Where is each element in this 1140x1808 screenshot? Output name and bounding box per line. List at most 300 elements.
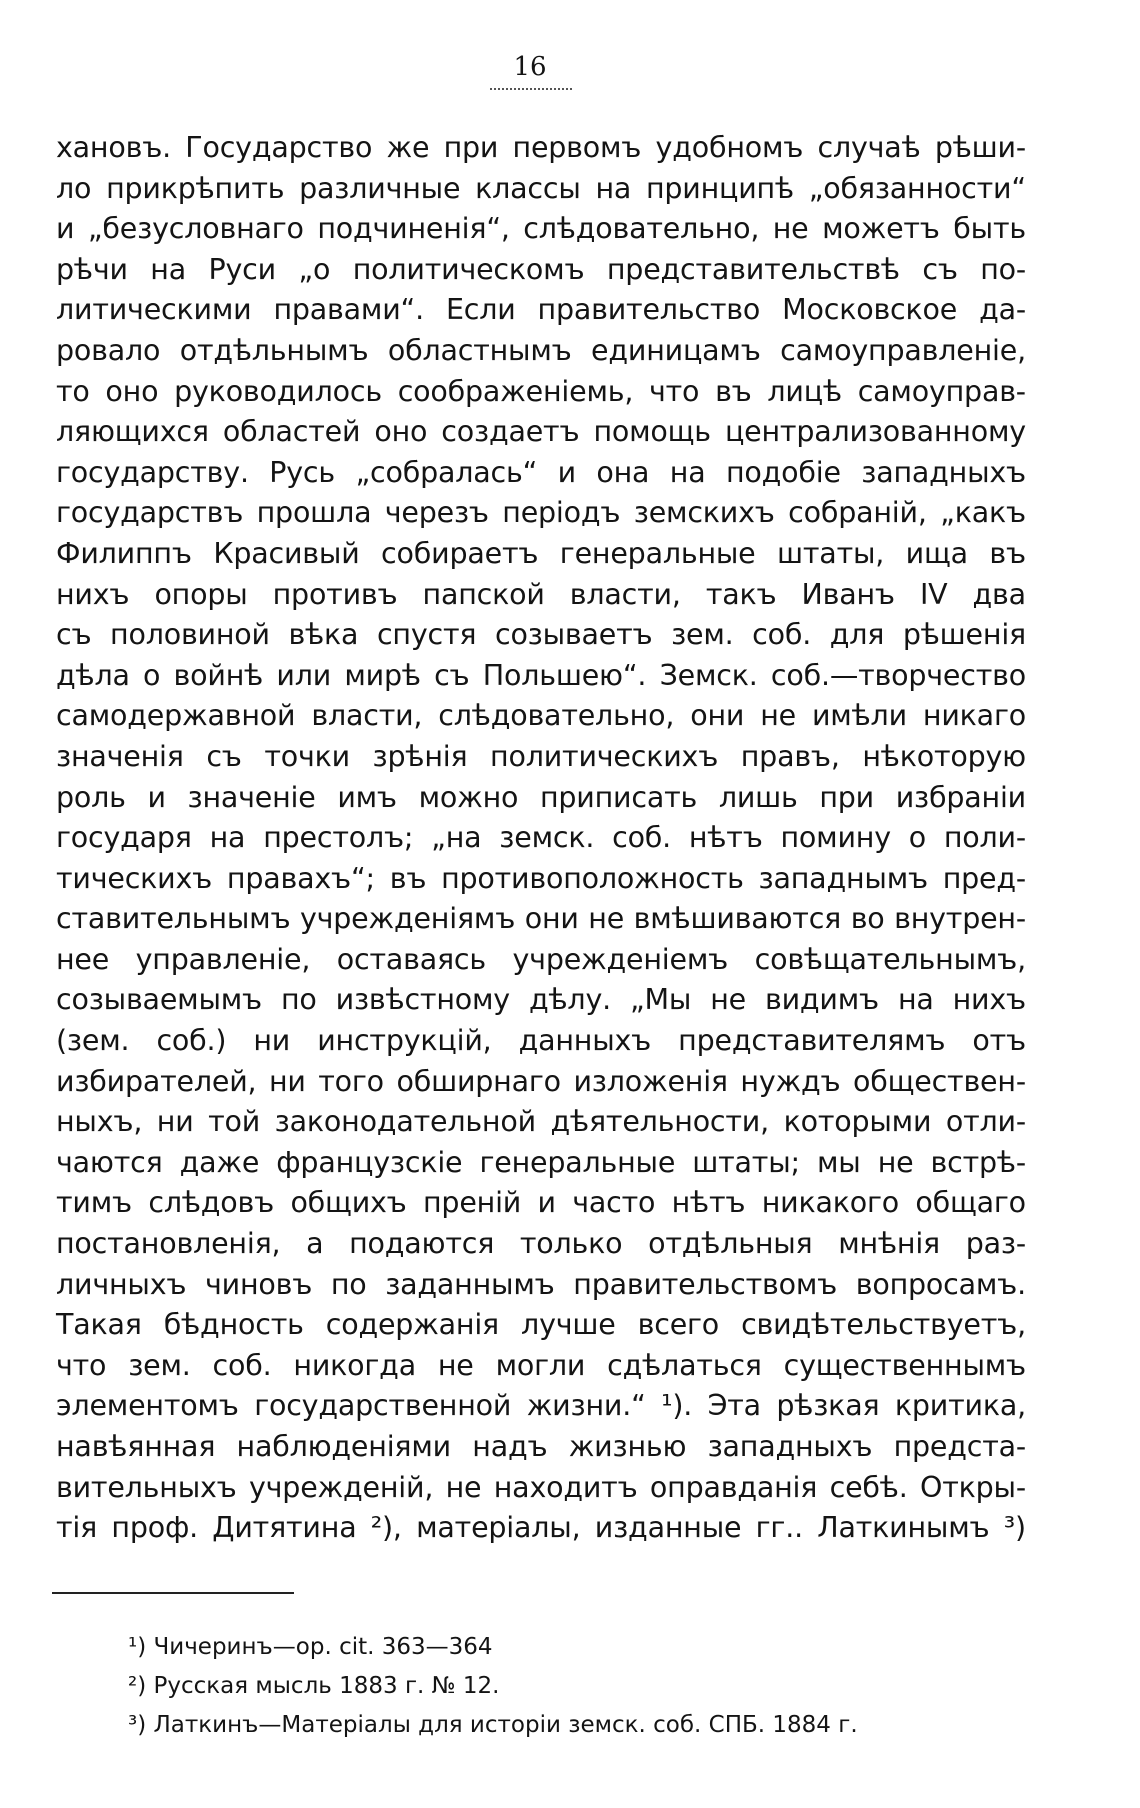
text-line: [56, 899, 1026, 940]
word: только: [519, 1227, 623, 1261]
word: подаются: [349, 1227, 495, 1261]
word: ни: [253, 1024, 291, 1058]
word: мы: [817, 1145, 861, 1179]
text-line: [56, 656, 1026, 697]
word: никогда: [293, 1348, 416, 1382]
word: никакого: [761, 1186, 900, 1220]
word: мнѣнія: [838, 1227, 940, 1261]
word: вѣка: [288, 618, 359, 652]
word: хановъ.: [56, 131, 171, 164]
word: земск.: [499, 821, 595, 855]
word: „о: [298, 252, 331, 286]
text-line: [56, 575, 1026, 616]
word: не: [588, 902, 625, 936]
word: ныхъ,: [56, 1105, 143, 1139]
text-line: [56, 412, 1026, 453]
word: государству.: [56, 455, 249, 489]
word: даже: [179, 1145, 260, 1179]
word: проф.: [111, 1511, 198, 1545]
word: самодержавной: [56, 699, 296, 733]
word: роль: [56, 780, 126, 814]
word: опоры: [154, 577, 248, 611]
word: изданные: [594, 1511, 742, 1545]
word: гг..: [755, 1511, 803, 1545]
word: никаго: [922, 699, 1026, 733]
text-line: [56, 940, 1026, 981]
word: удобномъ: [655, 131, 804, 164]
text-line: [56, 372, 1026, 413]
word: помину: [780, 821, 891, 855]
word: они: [524, 902, 579, 936]
word: дѣла: [56, 658, 130, 692]
word: вительныхъ: [56, 1470, 237, 1504]
word: власти,: [569, 577, 681, 611]
word: слѣдовъ: [148, 1186, 275, 1220]
word: для: [829, 618, 885, 652]
word: созываемымъ: [56, 983, 262, 1017]
word: можетъ: [822, 212, 940, 246]
word: французскіе: [276, 1145, 463, 1179]
word: или: [276, 658, 332, 692]
word: собраній,: [788, 496, 927, 530]
word: содержанія: [325, 1308, 500, 1342]
word: ¹).: [661, 1389, 693, 1423]
word: рѣши-: [934, 131, 1026, 164]
word: соображеніемь,: [397, 374, 634, 408]
footnote: ³) Латкинъ—Матеріалы для исторіи земск. соб. СПБ. 1884 г.: [128, 1712, 858, 1738]
word: „безусловнаго: [87, 212, 304, 246]
word: на: [897, 983, 934, 1017]
text-line: [56, 1021, 1026, 1062]
word: Московское: [782, 293, 958, 327]
word: соб.): [156, 1024, 227, 1058]
word: и: [537, 1186, 556, 1220]
word: ³): [1003, 1511, 1026, 1545]
word: въ: [715, 374, 752, 408]
word: Откры-: [920, 1470, 1026, 1504]
word: политическихъ: [490, 739, 719, 773]
word: „собралась“: [355, 455, 538, 489]
word: подобіе: [725, 455, 841, 489]
word: различные: [299, 171, 461, 205]
word: рѣзкая: [776, 1389, 880, 1423]
word: что: [649, 374, 700, 408]
word: пред-: [942, 861, 1026, 895]
page-number-underline: [490, 88, 572, 90]
word: прикрѣпить: [106, 171, 285, 205]
word: земскихъ: [633, 496, 775, 530]
word: Русь: [269, 455, 335, 489]
word: два: [972, 577, 1026, 611]
word: оставаясь: [336, 942, 486, 976]
word: слѣдовательно,: [523, 212, 760, 246]
word: встрѣ-: [930, 1145, 1026, 1179]
word: же: [386, 131, 430, 164]
word: она: [596, 455, 650, 489]
word: во: [850, 902, 885, 936]
word: при: [443, 131, 499, 164]
word: которыми: [783, 1105, 932, 1139]
word: Иванъ: [801, 577, 895, 611]
word: и: [557, 455, 576, 489]
word: отли-: [945, 1105, 1026, 1139]
word: законодательной: [274, 1105, 536, 1139]
word: нѣтъ: [671, 1186, 746, 1220]
word: учрежденій,: [249, 1470, 434, 1504]
word: отдѣльныя: [648, 1227, 813, 1261]
word: имѣли: [811, 699, 907, 733]
word: не: [710, 983, 746, 1017]
word: общаго: [915, 1186, 1026, 1220]
word: о: [908, 821, 927, 855]
word: первомъ: [512, 131, 642, 164]
text-line: [56, 1224, 1026, 1265]
word: собираетъ: [381, 536, 539, 570]
word: не: [445, 1470, 482, 1504]
word: Если: [445, 293, 516, 327]
word: случаѣ: [817, 131, 921, 164]
word: создаетъ: [441, 415, 580, 449]
word: чиновъ: [205, 1267, 313, 1301]
word: черезъ: [384, 496, 489, 530]
word: дѣлу.: [528, 983, 611, 1017]
word: ища: [905, 536, 968, 570]
word: всего: [637, 1308, 720, 1342]
word: заданнымъ: [385, 1267, 555, 1301]
word: вмѣшиваются: [633, 902, 842, 936]
word: Красивый: [213, 536, 360, 570]
word: предста-: [893, 1430, 1026, 1463]
word: Такая: [56, 1308, 142, 1342]
word: по: [330, 1267, 367, 1301]
word: рѣшенія: [902, 618, 1026, 652]
text-line: [56, 1183, 1026, 1224]
word: ляющихся: [56, 415, 209, 449]
word: правахъ“;: [226, 861, 375, 895]
word: періодъ: [502, 496, 621, 530]
word: тическихъ: [56, 861, 213, 895]
word: на: [595, 171, 632, 205]
word: государя: [56, 821, 192, 855]
text-line: [56, 1062, 1026, 1103]
text-line: [56, 1102, 1026, 1143]
word: областей: [222, 415, 361, 449]
word: отдѣльнымъ: [179, 333, 369, 367]
word: помощь: [593, 415, 711, 449]
word: нихъ: [952, 983, 1026, 1017]
word: Латкинымъ: [817, 1511, 990, 1545]
word: западныхъ: [707, 1430, 873, 1463]
word: (зем.: [56, 1024, 130, 1058]
word: нуждъ: [740, 1064, 841, 1098]
word: и: [56, 212, 75, 246]
word: избирателей,: [56, 1064, 257, 1098]
word: быть: [953, 212, 1026, 246]
word: имъ: [337, 780, 397, 814]
word: матеріалы,: [416, 1511, 581, 1545]
word: элементомъ: [56, 1389, 239, 1423]
footnote: ¹) Чичеринъ—op. cit. 363—364: [128, 1634, 493, 1660]
word: западнымъ: [758, 861, 928, 895]
word: власти,: [311, 699, 423, 733]
word: ²),: [370, 1511, 402, 1545]
body-text: [56, 128, 1026, 1549]
word: Польшею“.: [482, 658, 647, 692]
word: навѣянная: [56, 1430, 216, 1463]
word: учрежденіемъ: [512, 942, 729, 976]
word: изложенія: [573, 1064, 728, 1098]
word: нихъ: [56, 577, 130, 611]
word: Руси: [208, 252, 276, 286]
word: тія: [56, 1511, 98, 1545]
text-line: [56, 615, 1026, 656]
text-line: [56, 1305, 1026, 1346]
word: соб.: [752, 618, 812, 652]
word: на: [150, 252, 186, 286]
word: учрежденіямъ: [299, 902, 516, 936]
word: надъ: [472, 1430, 548, 1463]
word: а: [306, 1227, 324, 1261]
word: бѣдность: [163, 1308, 304, 1342]
word: жизни.“: [526, 1389, 646, 1423]
word: наблюденіями: [236, 1430, 451, 1463]
word: престолъ;: [263, 821, 414, 855]
word: ни: [156, 1105, 194, 1139]
word: представительствѣ: [606, 252, 900, 286]
word: зем.: [671, 618, 734, 652]
word: принципѣ: [645, 171, 794, 205]
word: они: [690, 699, 745, 733]
word: „на: [431, 821, 482, 855]
word: съ: [56, 618, 92, 652]
word: литическими: [56, 293, 252, 327]
word: спустя: [376, 618, 477, 652]
word: извѣстному: [335, 983, 510, 1017]
word: областнымъ: [387, 333, 572, 367]
text-line: [56, 453, 1026, 494]
word: чаются: [56, 1145, 163, 1179]
word: противоположность: [441, 861, 744, 895]
word: свидѣтельствуетъ,: [741, 1308, 1026, 1342]
word: зрѣнія: [372, 739, 468, 773]
word: нее: [56, 942, 110, 976]
word: штаты,: [777, 536, 885, 570]
word: штаты;: [692, 1145, 800, 1179]
text-line: [56, 1468, 1026, 1509]
word: отъ: [972, 1024, 1026, 1058]
word: обществен-: [853, 1064, 1026, 1098]
word: что: [56, 1348, 107, 1382]
word: папской: [422, 577, 545, 611]
word: критика,: [894, 1389, 1026, 1423]
word: IV: [919, 577, 948, 611]
word: могли: [495, 1348, 586, 1382]
word: и: [147, 780, 166, 814]
word: правительство: [537, 293, 761, 327]
word: лицѣ: [767, 374, 842, 408]
text-line: [56, 1143, 1026, 1184]
word: существеннымъ: [783, 1348, 1026, 1382]
word: того: [318, 1064, 384, 1098]
word: такъ: [705, 577, 777, 611]
text-line: [56, 818, 1026, 859]
word: по: [280, 983, 317, 1017]
word: избраніи: [895, 780, 1026, 814]
word: самоуправленіе,: [780, 333, 1026, 367]
word: о: [143, 658, 161, 692]
word: Эта: [707, 1389, 761, 1423]
text-line: [56, 696, 1026, 737]
word: не: [772, 212, 809, 246]
word: соб.: [212, 1348, 272, 1382]
word: можно: [418, 780, 519, 814]
word: управленіе,: [135, 942, 311, 976]
text-line: [56, 1386, 1026, 1427]
word: на: [209, 821, 246, 855]
footnote-separator: [52, 1592, 294, 1594]
word: точки: [264, 739, 350, 773]
word: дѣятельности,: [550, 1105, 769, 1139]
word: себѣ.: [829, 1470, 908, 1504]
word: генеральные: [559, 536, 756, 570]
word: ровало: [56, 333, 161, 367]
word: „Мы: [629, 983, 692, 1017]
word: государственной: [254, 1389, 512, 1423]
word: раз-: [965, 1227, 1026, 1261]
word: руководилось: [174, 374, 382, 408]
text-line: [56, 128, 1026, 169]
text-line: [56, 1427, 1026, 1468]
word: сдѣлаться: [607, 1348, 762, 1382]
word: съ: [922, 252, 958, 286]
word: данныхъ: [518, 1024, 652, 1058]
word: войнѣ: [173, 658, 264, 692]
word: рѣчи: [56, 252, 128, 286]
word: Земск.: [659, 658, 758, 692]
word: правами“.: [273, 293, 424, 327]
word: половиной: [110, 618, 270, 652]
word: единицамъ: [591, 333, 761, 367]
text-line: [56, 778, 1026, 819]
word: жизнью: [568, 1430, 687, 1463]
word: подчиненія“,: [317, 212, 510, 246]
word: политическомъ: [352, 252, 585, 286]
word: самоуправ-: [857, 374, 1026, 408]
word: находитъ: [493, 1470, 638, 1504]
text-line: [56, 209, 1026, 250]
word: ло: [56, 171, 92, 205]
word: Дитятина: [212, 1511, 357, 1545]
text-line: [56, 493, 1026, 534]
word: не: [877, 1145, 914, 1179]
word: общихъ: [290, 1186, 407, 1220]
page-number: 16: [513, 52, 547, 82]
word: созываетъ: [494, 618, 653, 652]
word: классы: [475, 171, 581, 205]
word: генеральные: [479, 1145, 676, 1179]
word: съ: [206, 739, 242, 773]
word: то: [56, 374, 90, 408]
word: поли-: [943, 821, 1026, 855]
word: преній: [423, 1186, 522, 1220]
word: Государство: [185, 131, 373, 164]
text-line: [56, 290, 1026, 331]
footnotes: [128, 1628, 1028, 1745]
word: нѣкоторую: [862, 739, 1026, 773]
word: видимъ: [764, 983, 879, 1017]
word: личныхъ: [56, 1267, 187, 1301]
word: значеніе: [187, 780, 316, 814]
word: „обязанности“: [808, 171, 1026, 205]
word: въ: [989, 536, 1026, 570]
footnote: ²) Русская мысль 1883 г. № 12.: [128, 1673, 500, 1699]
word: лишь: [718, 780, 798, 814]
word: съ: [434, 658, 470, 692]
word: по-: [980, 252, 1026, 286]
word: западныхъ: [861, 455, 1026, 489]
text-line: [56, 169, 1026, 210]
word: внутрен-: [894, 902, 1026, 936]
word: совѣщательнымъ,: [754, 942, 1026, 976]
word: слѣдовательно,: [438, 699, 675, 733]
word: часто: [572, 1186, 656, 1220]
word: лучше: [521, 1308, 616, 1342]
word: Филиппъ: [56, 536, 192, 570]
word: приписать: [539, 780, 698, 814]
word: да-: [979, 293, 1026, 327]
word: нѣтъ: [688, 821, 763, 855]
word: значенія: [56, 739, 184, 773]
word: при: [819, 780, 874, 814]
text-line: [56, 1346, 1026, 1387]
word: противъ: [272, 577, 398, 611]
word: обширнаго: [396, 1064, 561, 1098]
text-line: [56, 980, 1026, 1021]
word: государствъ: [56, 496, 244, 530]
word: постановленія,: [56, 1227, 281, 1261]
word: „какъ: [940, 496, 1026, 530]
word: мирѣ: [344, 658, 421, 692]
word: представителямъ: [678, 1024, 946, 1058]
word: инструкцій,: [317, 1024, 492, 1058]
word: оно: [374, 415, 428, 449]
word: соб.: [612, 821, 672, 855]
word: на: [669, 455, 706, 489]
word: соб.—творчество: [770, 658, 1026, 692]
word: ни: [268, 1064, 306, 1098]
word: прошла: [256, 496, 372, 530]
word: въ: [389, 861, 427, 895]
text-line: [56, 737, 1026, 778]
text-line: [56, 331, 1026, 372]
text-line: [56, 534, 1026, 575]
word: тимъ: [56, 1186, 132, 1220]
word: централизованному: [724, 415, 1026, 449]
text-line: [56, 250, 1026, 291]
word: ставительнымъ: [56, 902, 291, 936]
word: правительствомъ: [573, 1267, 838, 1301]
text-line: [56, 1265, 1026, 1306]
word: правъ,: [740, 739, 840, 773]
text-line: [56, 1508, 1026, 1549]
word: не: [437, 1348, 474, 1382]
word: той: [208, 1105, 261, 1139]
text-line: [56, 859, 1026, 900]
word: зем.: [128, 1348, 191, 1382]
word: оправданія: [649, 1470, 818, 1504]
word: вопросамъ.: [855, 1267, 1026, 1301]
word: оно: [105, 374, 159, 408]
